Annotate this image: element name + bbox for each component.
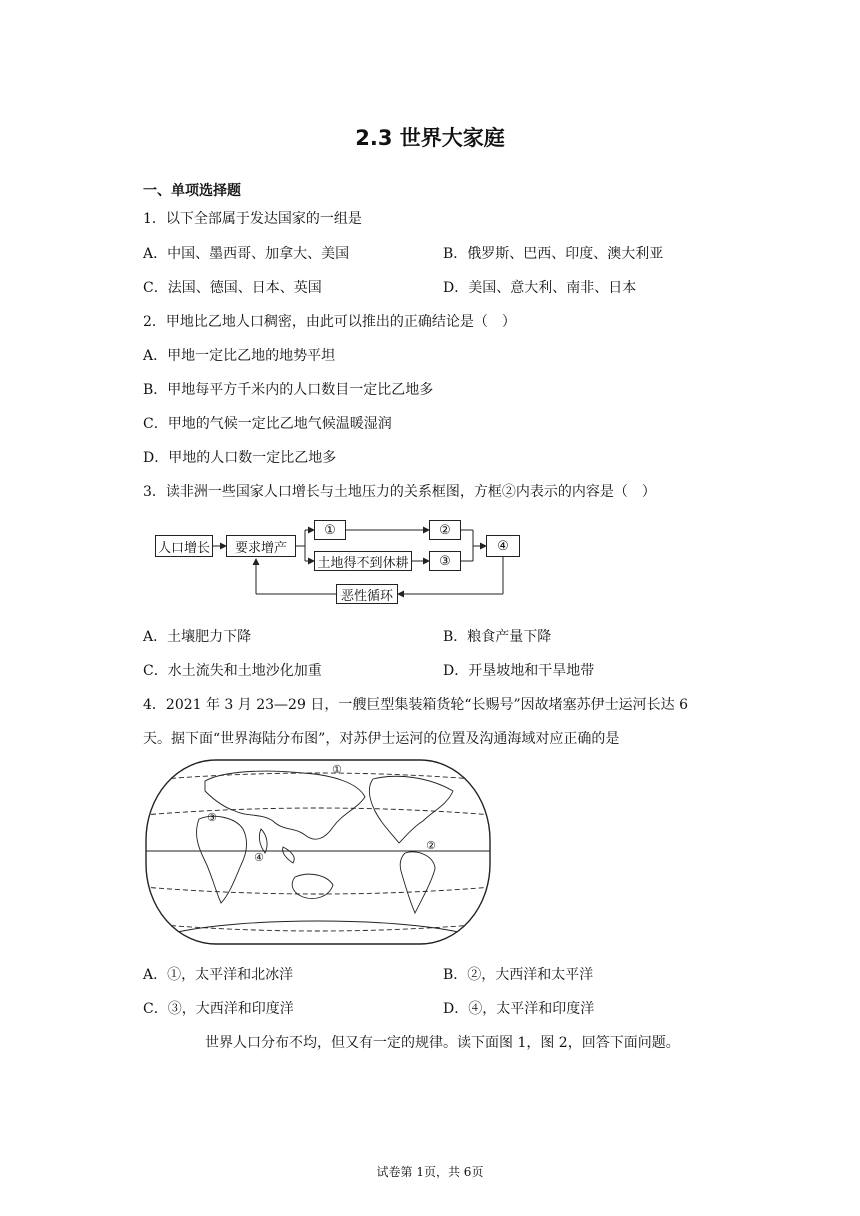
question-1-option-c: C．法国、德国、日本、英国 [143, 280, 322, 296]
question-4-stem-line-1: 4．2021 年 3 月 23—29 日，一艘巨型集装箱货轮“长赐号”因故堵塞苏伊士运河长达 6 [143, 697, 688, 713]
question-3-option-a: A．土壤肥力下降 [143, 629, 252, 645]
question-3-option-c: C．水土流失和土地沙化加重 [143, 663, 322, 679]
box-vicious-cycle: 恶性循环 [336, 584, 398, 604]
question-4-option-a: A．①，太平洋和北冰洋 [143, 967, 294, 983]
reading-intro: 世界人口分布不均，但又有一定的规律。读下面图 1，图 2，回答下面问题。 [205, 1035, 680, 1051]
question-1-option-d: D．美国、意大利、南非、日本 [443, 280, 637, 296]
box-demand-increase: 要求增产 [226, 535, 296, 557]
question-3-option-b: B．粮食产量下降 [443, 629, 552, 645]
question-1-option-a: A．中国、墨西哥、加拿大、美国 [143, 246, 350, 262]
map-marker-2: ② [426, 839, 436, 852]
world-map [143, 757, 493, 947]
question-4-option-d: D．④，太平洋和印度洋 [443, 1001, 595, 1017]
question-4-option-c: C．③，大西洋和印度洋 [143, 1001, 294, 1017]
question-3-option-d: D．开垦坡地和干旱地带 [443, 663, 595, 679]
page-footer: 试卷第 1页，共 6页 [376, 1165, 484, 1179]
box-2: ② [429, 520, 461, 540]
question-1-stem: 1．以下全部属于发达国家的一组是 [143, 211, 362, 227]
question-4-option-b: B．②，大西洋和太平洋 [443, 967, 594, 983]
question-2-option-c: C．甲地的气候一定比乙地气候温暖湿润 [143, 416, 392, 432]
question-4-stem-line-2: 天。据下面“世界海陆分布图”，对苏伊士运河的位置及沟通海域对应正确的是 [143, 731, 620, 747]
box-no-fallow: 土地得不到休耕 [314, 551, 412, 571]
question-2-option-d: D．甲地的人口数一定比乙地多 [143, 450, 337, 466]
map-marker-3: ③ [207, 811, 217, 824]
question-2-stem: 2．甲地比乙地人口稠密，由此可以推出的正确结论是（ ） [143, 314, 516, 330]
section-heading: 一、单项选择题 [143, 183, 241, 199]
box-3: ③ [429, 551, 461, 571]
question-2-option-a: A．甲地一定比乙地的地势平坦 [143, 348, 336, 364]
box-population-growth: 人口增长 [155, 535, 213, 557]
box-4: ④ [486, 535, 520, 557]
question-1-option-b: B．俄罗斯、巴西、印度、澳大利亚 [443, 246, 664, 262]
page-title: 2.3 世界大家庭 [355, 126, 505, 150]
question-3-stem: 3．读非洲一些国家人口增长与土地压力的关系框图，方框②内表示的内容是（ ） [143, 484, 656, 500]
question-2-option-b: B．甲地每平方千米内的人口数目一定比乙地多 [143, 382, 434, 398]
box-1: ① [314, 520, 346, 540]
map-marker-4: ④ [254, 851, 264, 864]
map-marker-1: ① [332, 763, 342, 776]
